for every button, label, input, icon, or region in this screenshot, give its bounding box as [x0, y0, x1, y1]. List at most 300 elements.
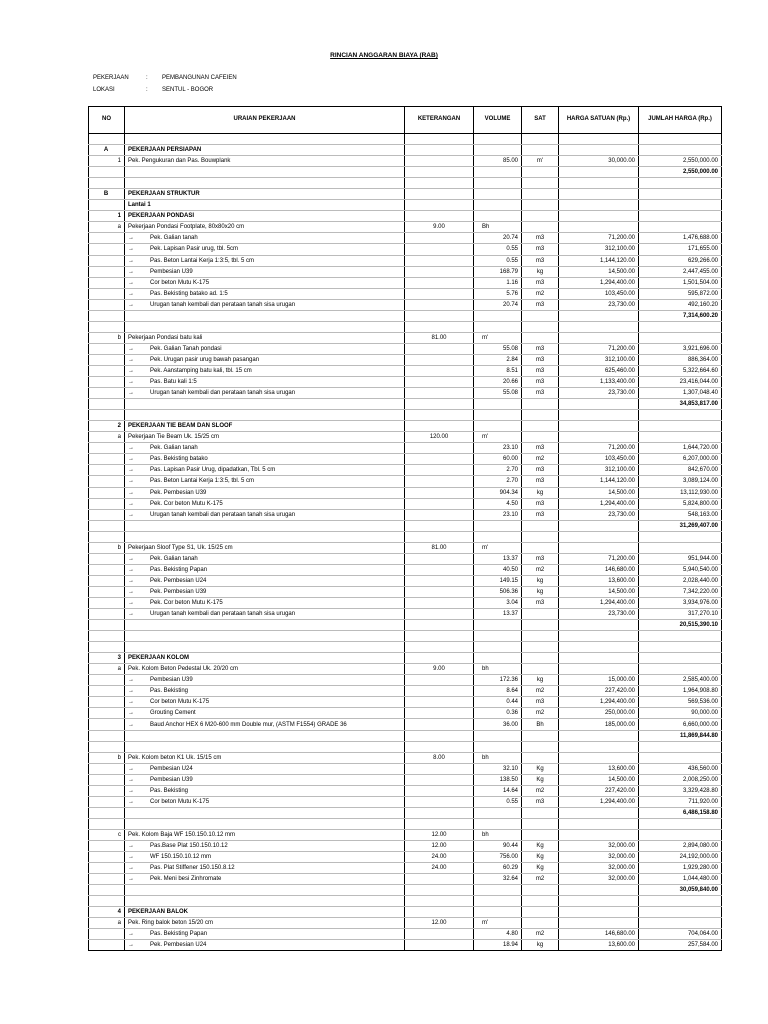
- cell-no: [89, 597, 125, 608]
- cell-sat: [522, 542, 559, 553]
- cell-jumlah-harga: 31,269,407.00: [639, 520, 722, 531]
- cell-no: [89, 730, 125, 741]
- cell-jumlah-harga: 1,929,280.00: [639, 863, 722, 874]
- cell-jumlah-harga: 3,089,124.00: [639, 476, 722, 487]
- arrow-icon: →: [128, 489, 134, 496]
- cell-harga-satuan: 13,600.00: [559, 763, 639, 774]
- cell-uraian-text: Pek. Pembesian U24: [150, 577, 207, 584]
- header-jumlah-harga: JUMLAH HARGA (Rp.): [639, 107, 722, 134]
- cell-jumlah-harga: 257,584.00: [639, 940, 722, 951]
- cell-sat: kg: [522, 586, 559, 597]
- cell-keterangan: [405, 863, 474, 874]
- cell-no: [89, 620, 125, 631]
- cell-uraian-text: Pekerjaan Pondasi batu kali: [128, 334, 203, 341]
- cell-sat: [522, 631, 559, 642]
- cell-sat: [522, 200, 559, 211]
- cell-uraian: [125, 708, 405, 719]
- cell-uraian: [125, 244, 405, 255]
- table-row: [89, 476, 722, 487]
- cell-sat: m3: [522, 443, 559, 454]
- cell-uraian: [125, 465, 405, 476]
- cell-no: [89, 365, 125, 376]
- cell-no: c: [89, 829, 125, 840]
- cell-volume: [474, 642, 522, 653]
- cell-jumlah-harga: 569,536.00: [639, 697, 722, 708]
- cell-jumlah-harga: [639, 631, 722, 642]
- cell-uraian: [125, 211, 405, 222]
- cell-harga-satuan: [559, 620, 639, 631]
- cell-jumlah-harga: 5,940,540.00: [639, 564, 722, 575]
- pekerjaan-label: PEKERJAAN: [93, 75, 129, 81]
- cell-uraian: [125, 719, 405, 730]
- cell-uraian: [125, 200, 405, 211]
- cell-jumlah-harga: 1,644,720.00: [639, 443, 722, 454]
- cell-keterangan: [405, 874, 474, 885]
- cell-harga-satuan: 312,100.00: [559, 354, 639, 365]
- cell-uraian: [125, 509, 405, 520]
- cell-sat: m3: [522, 498, 559, 509]
- cell-sat: m2: [522, 874, 559, 885]
- arrow-icon: →: [128, 246, 134, 253]
- cell-sat: [522, 321, 559, 332]
- cell-harga-satuan: 146,680.00: [559, 564, 639, 575]
- cell-no: [89, 454, 125, 465]
- table-row: [89, 277, 722, 288]
- cell-uraian: [125, 365, 405, 376]
- arrow-icon: →: [128, 699, 134, 706]
- cell-sat: [522, 432, 559, 443]
- cell-uraian-text: Pek. Galian tanah: [150, 235, 198, 242]
- cell-harga-satuan: [559, 421, 639, 432]
- cell-uraian: [125, 885, 405, 896]
- cell-uraian: [125, 686, 405, 697]
- cell-uraian: [125, 907, 405, 918]
- cell-keterangan: [405, 277, 474, 288]
- table-header-row: [89, 107, 722, 134]
- cell-volume: 5.76: [474, 288, 522, 299]
- arrow-icon: →: [128, 942, 134, 949]
- cell-volume: [474, 310, 522, 321]
- cell-jumlah-harga: [639, 189, 722, 200]
- cell-volume: 13.37: [474, 609, 522, 620]
- cell-uraian-text: PEKERJAAN PERSIAPAN: [128, 147, 202, 154]
- cell-keterangan: [405, 818, 474, 829]
- cell-harga-satuan: [559, 222, 639, 233]
- arrow-icon: →: [128, 677, 134, 684]
- cell-jumlah-harga: [639, 531, 722, 542]
- table-row: [89, 354, 722, 365]
- cell-harga-satuan: 23,730.00: [559, 299, 639, 310]
- table-row: [89, 664, 722, 675]
- cell-harga-satuan: 312,100.00: [559, 244, 639, 255]
- cell-uraian-text: Pembesian U39: [150, 776, 193, 783]
- cell-uraian-text: Pek. Galian Tanah pondasi: [150, 345, 222, 352]
- arrow-icon: →: [128, 500, 134, 507]
- cell-uraian-text: Lantai 1: [128, 202, 151, 209]
- cell-no: [89, 465, 125, 476]
- table-row: [89, 675, 722, 686]
- cell-volume: [474, 134, 522, 145]
- cell-no: [89, 498, 125, 509]
- cell-sat: m3: [522, 277, 559, 288]
- arrow-icon: →: [128, 467, 134, 474]
- cell-uraian-text: Pek. Pengukuran dan Pas. Bouwplank: [128, 158, 231, 165]
- cell-uraian: [125, 752, 405, 763]
- cell-no: [89, 564, 125, 575]
- cell-volume: 18.94: [474, 940, 522, 951]
- cell-no: a: [89, 222, 125, 233]
- header-sat: SAT: [522, 107, 559, 134]
- table-row: [89, 807, 722, 818]
- cell-uraian: [125, 277, 405, 288]
- cell-harga-satuan: 32,000.00: [559, 874, 639, 885]
- cell-jumlah-harga: 2,550,000.00: [639, 167, 722, 178]
- cell-volume: [474, 807, 522, 818]
- cell-no: [89, 310, 125, 321]
- cell-uraian: [125, 730, 405, 741]
- cell-uraian: [125, 377, 405, 388]
- cell-harga-satuan: [559, 642, 639, 653]
- cell-harga-satuan: 103,450.00: [559, 454, 639, 465]
- cell-no: [89, 388, 125, 399]
- arrow-icon: →: [128, 710, 134, 717]
- cell-uraian-text: Pek. Cor beton Mutu K-175: [150, 599, 223, 606]
- arrow-icon: →: [128, 511, 134, 518]
- cell-jumlah-harga: [639, 818, 722, 829]
- cell-uraian: [125, 266, 405, 277]
- cell-harga-satuan: [559, 332, 639, 343]
- cell-keterangan: 9.00: [405, 222, 474, 233]
- cell-keterangan: [405, 354, 474, 365]
- cell-sat: m3: [522, 796, 559, 807]
- cell-harga-satuan: [559, 399, 639, 410]
- cell-volume: 904.34: [474, 487, 522, 498]
- arrow-icon: →: [128, 588, 134, 595]
- cell-volume: 0.36: [474, 708, 522, 719]
- cell-volume: 36.00: [474, 719, 522, 730]
- table-row: [89, 365, 722, 376]
- cell-sat: [522, 211, 559, 222]
- cell-volume: [474, 620, 522, 631]
- cell-harga-satuan: 625,460.00: [559, 365, 639, 376]
- cell-volume: 506.36: [474, 586, 522, 597]
- table-row: [89, 553, 722, 564]
- cell-no: [89, 553, 125, 564]
- cell-sat: [522, 222, 559, 233]
- cell-uraian: [125, 642, 405, 653]
- cell-keterangan: [405, 653, 474, 664]
- cell-harga-satuan: 14,500.00: [559, 586, 639, 597]
- cell-uraian-text: Pas. Bekisting Papan: [150, 566, 208, 573]
- cell-uraian: [125, 531, 405, 542]
- cell-sat: m3: [522, 509, 559, 520]
- cell-volume: 0.55: [474, 796, 522, 807]
- cell-uraian: [125, 586, 405, 597]
- table-row: [89, 531, 722, 542]
- cell-uraian: [125, 432, 405, 443]
- cell-jumlah-harga: 23,416,044.00: [639, 377, 722, 388]
- cell-harga-satuan: 312,100.00: [559, 465, 639, 476]
- cell-no: [89, 443, 125, 454]
- cell-jumlah-harga: 24,192,000.00: [639, 852, 722, 863]
- cell-sat: [522, 410, 559, 421]
- cell-keterangan: [405, 642, 474, 653]
- cell-jumlah-harga: 11,869,844.80: [639, 730, 722, 741]
- cell-volume: [474, 421, 522, 432]
- cell-volume: [474, 167, 522, 178]
- cell-harga-satuan: 71,200.00: [559, 553, 639, 564]
- cell-harga-satuan: [559, 321, 639, 332]
- cell-uraian: [125, 852, 405, 863]
- cell-no: 2: [89, 421, 125, 432]
- cell-jumlah-harga: [639, 410, 722, 421]
- cell-volume: [474, 200, 522, 211]
- cell-harga-satuan: 15,000.00: [559, 675, 639, 686]
- table-row: [89, 697, 722, 708]
- table-row: [89, 288, 722, 299]
- cell-volume: 32.10: [474, 763, 522, 774]
- cell-harga-satuan: 227,420.00: [559, 686, 639, 697]
- cell-keterangan: [405, 708, 474, 719]
- cell-no: [89, 167, 125, 178]
- table-row: [89, 852, 722, 863]
- cell-no: [89, 697, 125, 708]
- cell-no: a: [89, 664, 125, 675]
- cell-no: [89, 321, 125, 332]
- cell-uraian: [125, 631, 405, 642]
- cell-sat: m': [522, 156, 559, 167]
- cell-volume: 138.50: [474, 774, 522, 785]
- cell-sat: [522, 620, 559, 631]
- cell-harga-satuan: [559, 752, 639, 763]
- cell-keterangan: [405, 476, 474, 487]
- cell-jumlah-harga: [639, 421, 722, 432]
- cell-volume: m': [474, 918, 522, 929]
- cell-keterangan: [405, 631, 474, 642]
- cell-keterangan: 81.00: [405, 542, 474, 553]
- cell-uraian: [125, 178, 405, 189]
- cell-uraian-text: PEKERJAAN BALOK: [128, 909, 189, 916]
- lokasi-colon: :: [146, 87, 148, 93]
- table-row: [89, 586, 722, 597]
- cell-harga-satuan: 227,420.00: [559, 785, 639, 796]
- cell-volume: 55.08: [474, 343, 522, 354]
- cell-no: 1: [89, 156, 125, 167]
- cell-no: [89, 896, 125, 907]
- cell-no: a: [89, 918, 125, 929]
- table-row: [89, 730, 722, 741]
- cell-sat: m3: [522, 553, 559, 564]
- cell-harga-satuan: 1,294,400.00: [559, 597, 639, 608]
- cell-no: [89, 476, 125, 487]
- cell-harga-satuan: [559, 145, 639, 156]
- cell-no: [89, 178, 125, 189]
- table-row: [89, 642, 722, 653]
- arrow-icon: →: [128, 721, 134, 728]
- cell-uraian: [125, 841, 405, 852]
- cell-keterangan: [405, 211, 474, 222]
- cell-jumlah-harga: 1,044,480.00: [639, 874, 722, 885]
- cell-no: [89, 410, 125, 421]
- cell-uraian-text: Pek. Kolom beton K1 Uk. 15/15 cm: [128, 754, 222, 761]
- table-row: [89, 255, 722, 266]
- cell-harga-satuan: [559, 189, 639, 200]
- table-row: [89, 421, 722, 432]
- arrow-icon: →: [128, 456, 134, 463]
- header-uraian: URAIAN PEKERJAAN: [125, 107, 405, 134]
- cell-jumlah-harga: 7,342,220.00: [639, 586, 722, 597]
- table-row: [89, 343, 722, 354]
- cell-harga-satuan: 32,000.00: [559, 863, 639, 874]
- arrow-icon: →: [128, 290, 134, 297]
- cell-volume: 172.36: [474, 675, 522, 686]
- cell-volume: 3.04: [474, 597, 522, 608]
- cell-jumlah-harga: 317,270.10: [639, 609, 722, 620]
- cell-no: [89, 399, 125, 410]
- cell-volume: 20.66: [474, 377, 522, 388]
- cell-uraian: [125, 354, 405, 365]
- cell-uraian-text: Urugan tanah kembali dan perataan tanah sisa urugan: [150, 611, 296, 618]
- cell-sat: m3: [522, 299, 559, 310]
- cell-sat: [522, 531, 559, 542]
- cell-jumlah-harga: 1,307,048.40: [639, 388, 722, 399]
- header-harga-satuan: HARGA SATUAN (Rp.): [559, 107, 639, 134]
- table-row: [89, 498, 722, 509]
- cell-uraian: [125, 156, 405, 167]
- arrow-icon: →: [128, 257, 134, 264]
- table-row: [89, 145, 722, 156]
- cell-harga-satuan: [559, 730, 639, 741]
- cell-sat: [522, 609, 559, 620]
- cell-harga-satuan: [559, 807, 639, 818]
- cell-uraian-text: PEKERJAAN KOLOM: [128, 655, 190, 662]
- table-row: [89, 156, 722, 167]
- cell-jumlah-harga: 5,322,664.60: [639, 365, 722, 376]
- cell-uraian: [125, 343, 405, 354]
- cell-harga-satuan: [559, 410, 639, 421]
- cell-harga-satuan: 71,200.00: [559, 343, 639, 354]
- cell-uraian-text: Pas. Batu kali 1:5: [150, 379, 197, 386]
- cell-jumlah-harga: [639, 222, 722, 233]
- cell-keterangan: [405, 365, 474, 376]
- cell-volume: Bh: [474, 222, 522, 233]
- cell-jumlah-harga: 1,501,504.00: [639, 277, 722, 288]
- cell-sat: kg: [522, 487, 559, 498]
- cell-volume: [474, 531, 522, 542]
- table-row: [89, 763, 722, 774]
- cell-sat: [522, 520, 559, 531]
- arrow-icon: →: [128, 235, 134, 242]
- cell-uraian: [125, 288, 405, 299]
- cell-jumlah-harga: 492,160.20: [639, 299, 722, 310]
- cell-sat: [522, 752, 559, 763]
- cell-volume: 40.50: [474, 564, 522, 575]
- header-volume: VOLUME: [474, 107, 522, 134]
- cell-harga-satuan: [559, 134, 639, 145]
- cell-sat: m3: [522, 388, 559, 399]
- cell-no: b: [89, 542, 125, 553]
- cell-harga-satuan: 30,000.00: [559, 156, 639, 167]
- cell-volume: [474, 410, 522, 421]
- cell-uraian: [125, 829, 405, 840]
- cell-volume: 55.08: [474, 388, 522, 399]
- cell-keterangan-value: 12.00: [431, 843, 447, 850]
- cell-uraian-text: Urugan tanah kembali dan perataan tanah sisa urugan: [150, 301, 296, 308]
- cell-uraian-text: Pek. Lapisan Pasir urug, tbl. 5cm: [150, 246, 239, 253]
- arrow-icon: →: [128, 379, 134, 386]
- cell-no: [89, 796, 125, 807]
- header-keterangan: KETERANGAN: [405, 107, 474, 134]
- cell-uraian-text: Pas. Plat Stiffener 150.150.8.12: [150, 865, 235, 872]
- cell-sat: m2: [522, 686, 559, 697]
- cell-uraian: [125, 763, 405, 774]
- cell-jumlah-harga: [639, 918, 722, 929]
- lokasi-value: SENTUL - BOGOR: [162, 87, 214, 93]
- cell-jumlah-harga: [639, 741, 722, 752]
- cell-uraian: [125, 454, 405, 465]
- cell-no: [89, 807, 125, 818]
- cell-no: [89, 586, 125, 597]
- cell-sat: m3: [522, 365, 559, 376]
- cell-volume: [474, 631, 522, 642]
- table-row: [89, 178, 722, 189]
- rab-table: [88, 106, 722, 951]
- cell-harga-satuan: [559, 211, 639, 222]
- cell-keterangan: 12.00: [405, 829, 474, 840]
- cell-keterangan: [405, 553, 474, 564]
- cell-volume: 2.70: [474, 465, 522, 476]
- cell-volume: bh: [474, 752, 522, 763]
- cell-no: [89, 575, 125, 586]
- cell-jumlah-harga: 704,064.00: [639, 929, 722, 940]
- cell-jumlah-harga: 2,447,455.00: [639, 266, 722, 277]
- cell-uraian-text: Pas. Bekisting batako ad. 1:5: [150, 290, 228, 297]
- cell-uraian-text: Cor beton Mutu K-175: [150, 798, 210, 805]
- cell-uraian: [125, 575, 405, 586]
- cell-uraian-text: Cor beton Mutu K-175: [150, 279, 210, 286]
- arrow-icon: →: [128, 688, 134, 695]
- arrow-icon: →: [128, 566, 134, 573]
- cell-volume: 2.70: [474, 476, 522, 487]
- arrow-icon: →: [128, 843, 134, 850]
- cell-keterangan: [405, 343, 474, 354]
- cell-harga-satuan: 1,294,400.00: [559, 498, 639, 509]
- cell-uraian-text: Pas. Beton Lantai Kerja 1:3:5, tbl. 5 cm: [150, 478, 255, 485]
- cell-uraian: [125, 310, 405, 321]
- cell-keterangan: [405, 288, 474, 299]
- cell-volume: [474, 399, 522, 410]
- cell-uraian: [125, 620, 405, 631]
- cell-jumlah-harga: 2,008,250.00: [639, 774, 722, 785]
- cell-volume: bh: [474, 664, 522, 675]
- table-row: [89, 719, 722, 730]
- table-row: [89, 388, 722, 399]
- cell-jumlah-harga: 6,486,158.80: [639, 807, 722, 818]
- table-row: [89, 134, 722, 145]
- cell-uraian: [125, 255, 405, 266]
- cell-uraian: [125, 863, 405, 874]
- cell-jumlah-harga: [639, 332, 722, 343]
- cell-sat: [522, 167, 559, 178]
- cell-jumlah-harga: 595,872.00: [639, 288, 722, 299]
- arrow-icon: →: [128, 876, 134, 883]
- cell-volume: 149.15: [474, 575, 522, 586]
- cell-uraian: [125, 542, 405, 553]
- cell-no: [89, 885, 125, 896]
- table-row: [89, 410, 722, 421]
- cell-jumlah-harga: 5,824,800.00: [639, 498, 722, 509]
- cell-sat: [522, 399, 559, 410]
